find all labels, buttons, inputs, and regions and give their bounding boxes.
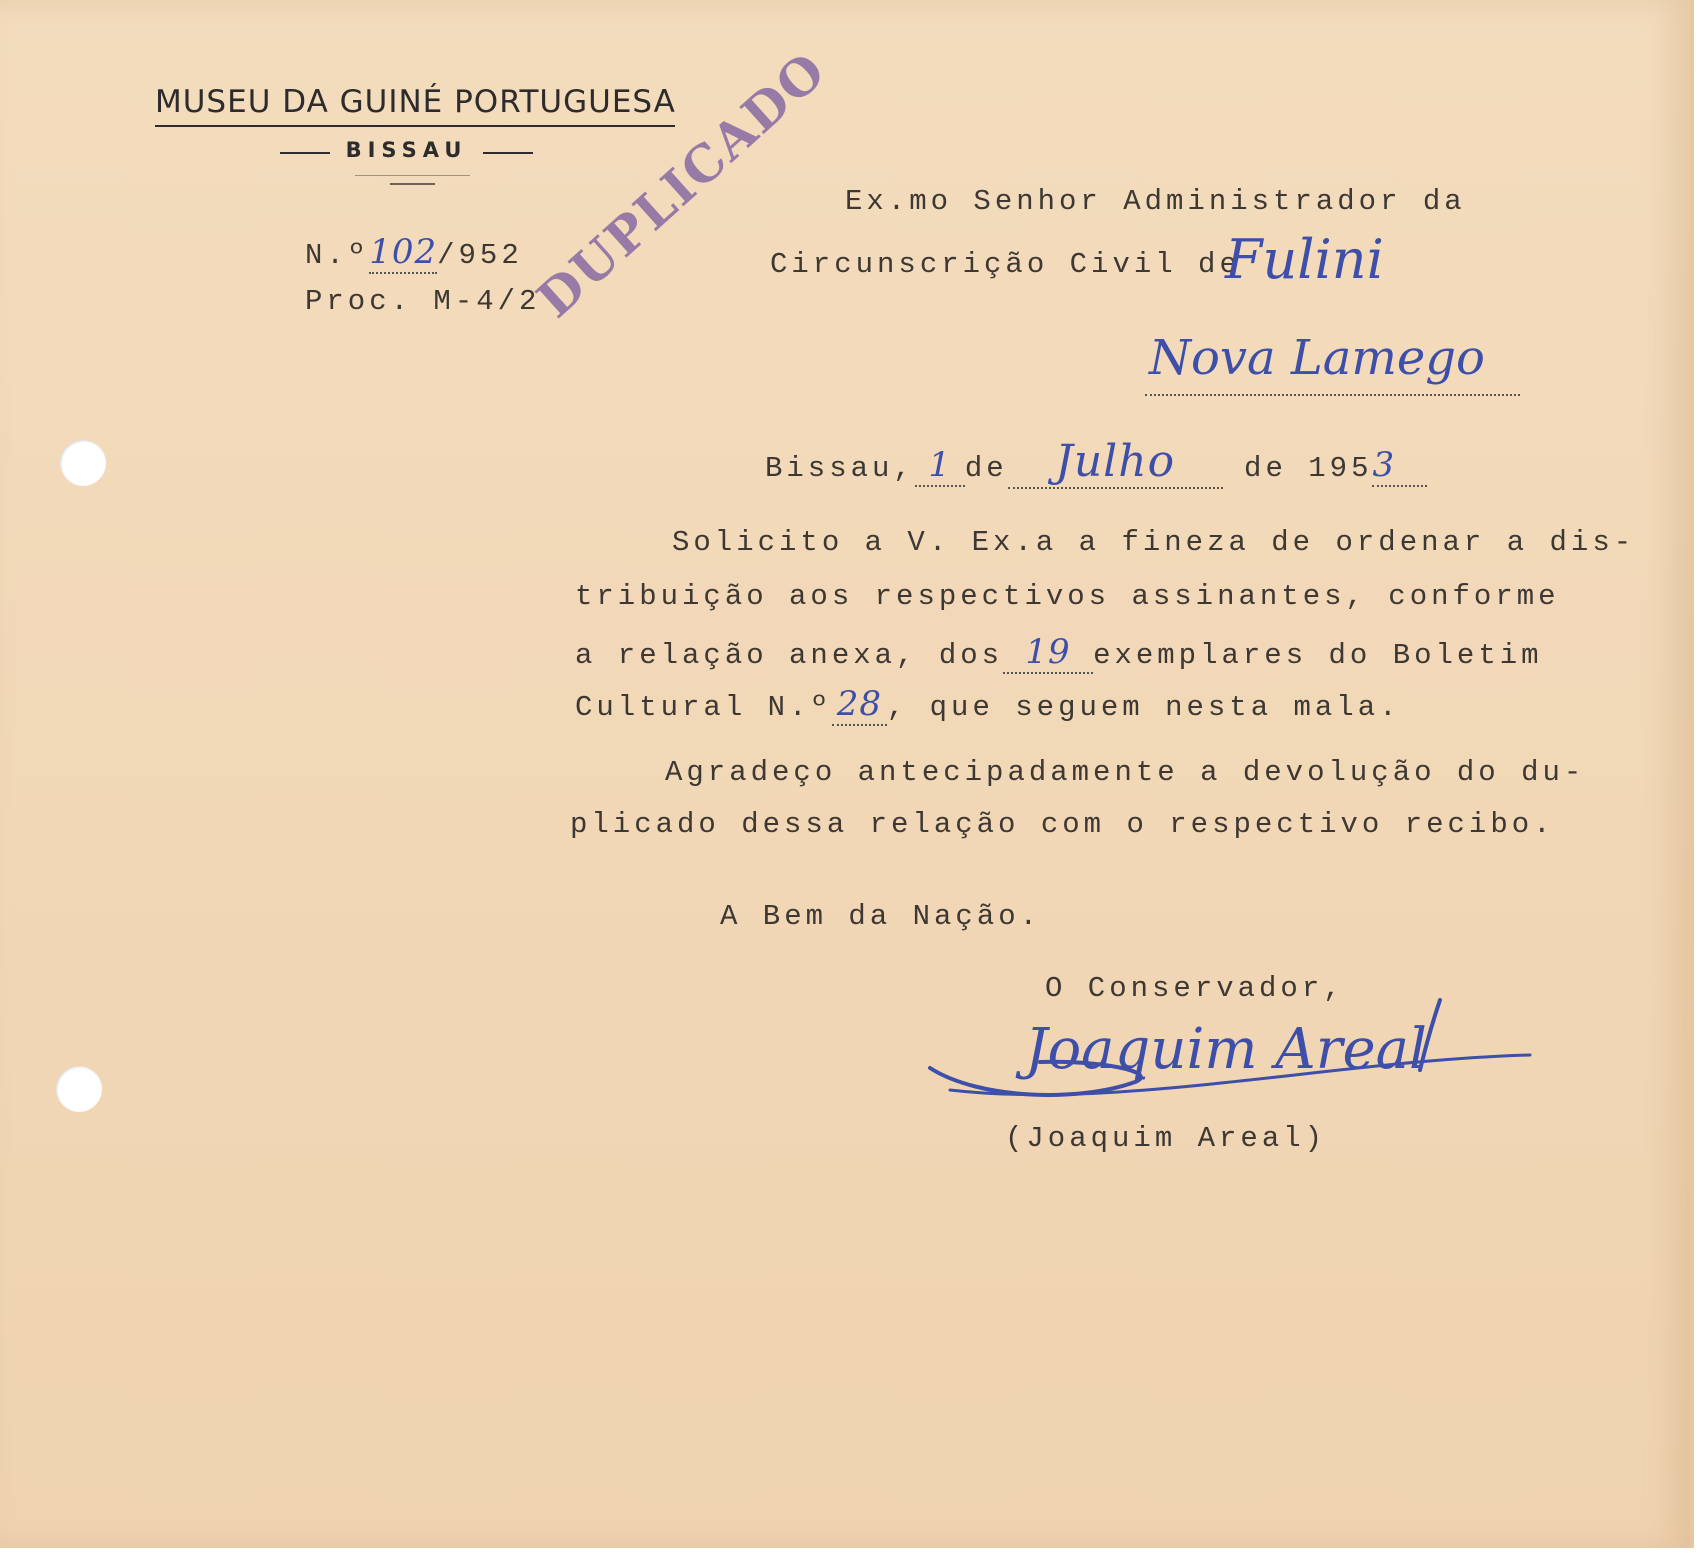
punch-hole-top xyxy=(60,440,106,486)
date-de1: de xyxy=(964,452,1008,485)
letterhead-divider xyxy=(355,175,470,176)
signature xyxy=(920,990,1540,1120)
date-month: Julho xyxy=(1055,436,1176,487)
addressee-place2-line xyxy=(1145,332,1520,396)
reference-year: /952 xyxy=(437,239,523,272)
letterhead-rule xyxy=(155,125,675,127)
body-p1-count: 19 xyxy=(1025,632,1071,672)
body-p2-line1: Agradeço antecipadamente a devolução do du- xyxy=(665,756,1586,789)
body-p1-line4-a: Cultural N.º xyxy=(575,691,832,724)
body-p2-line2: plicado dessa relação com o respectivo recibo. xyxy=(570,808,1555,841)
addressee-line1: Ex.mo Senhor Administrador da xyxy=(845,185,1466,218)
closing-name: (Joaquim Areal) xyxy=(1005,1122,1327,1155)
letterhead-divider-short xyxy=(390,183,435,185)
date-de2: de xyxy=(1244,452,1287,485)
reference-number xyxy=(305,232,523,274)
reference-prefix: N.º xyxy=(305,239,370,272)
punch-hole-bottom xyxy=(56,1066,102,1112)
duplicado-stamp: DUPLICADO xyxy=(525,39,838,329)
date-line xyxy=(765,436,1427,489)
body-p1-line4-b: , que seguem nesta mala. xyxy=(886,691,1401,724)
date-prefix: Bissau, xyxy=(765,452,915,485)
date-day: 1 xyxy=(928,445,952,485)
addressee-place2: Nova Lamego xyxy=(1149,330,1485,386)
body-p1-line1: Solicito a V. Ex.a a fineza de ordenar a dis- xyxy=(672,526,1636,559)
body-p1-bulletin-no: 28 xyxy=(836,684,882,724)
closing-role: O Conservador, xyxy=(1045,972,1345,1005)
process-reference: Proc. M-4/2 xyxy=(305,285,541,318)
addressee-place1: Fulini xyxy=(1225,228,1384,291)
signature-text: Joaquim Areal xyxy=(1025,1017,1427,1082)
body-p1-line4 xyxy=(575,684,1401,726)
letterhead-city-line xyxy=(280,138,533,162)
letterhead-institution: MUSEU DA GUINÉ PORTUGUESA xyxy=(155,84,676,120)
body-p1-line3 xyxy=(575,632,1543,674)
reference-number-value: 102 xyxy=(369,232,438,272)
body-p1-line3-a: a relação anexa, dos xyxy=(575,639,1004,672)
date-year-prefix: 195 xyxy=(1308,452,1373,485)
body-p1-line2: tribuição aos respectivos assinantes, conforme xyxy=(575,580,1560,613)
addressee-prefix: Circunscrição Civil de xyxy=(770,248,1241,281)
body-p1-line3-b: exemplares do Boletim xyxy=(1093,639,1543,672)
date-year-last: 3 xyxy=(1372,445,1396,485)
addressee-line2 xyxy=(770,248,1241,281)
closing-salutation: A Bem da Nação. xyxy=(720,900,1042,933)
letterhead-city: BISSAU xyxy=(345,138,468,162)
